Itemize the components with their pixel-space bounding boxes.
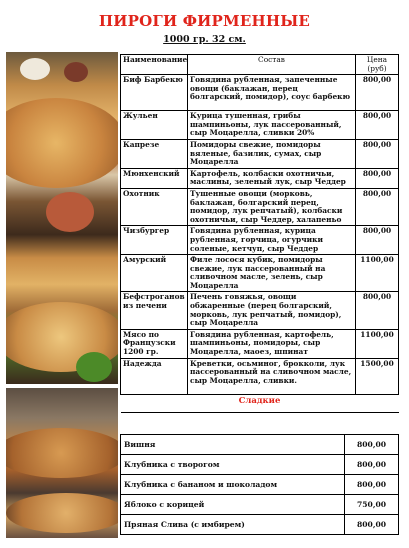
sweet-pies-table [120,390,399,535]
table-row [121,255,399,292]
pie-composition: Картофель, колбаски охотничьи, маслины, зеленый лук, сыр Чеддер [188,168,356,188]
spacer-cell [121,413,399,435]
table-row [121,139,399,168]
page-subtitle: 1000 гр. 32 см. [163,34,246,45]
pie-photo-bottom [6,388,118,538]
pie-name: Жульен [121,111,188,140]
pie-name: Биф Барбекю [121,75,188,111]
table-row [121,111,399,140]
table-row [121,358,399,394]
table-row [121,75,399,111]
table-row [121,188,399,225]
sweet-pie-price: 800,00 [345,515,399,535]
pie-name: Амурский [121,255,188,292]
sweet-pie-price: 800,00 [345,435,399,455]
pie-composition: Креветки, осьминог, брокколи, лук пассерованный на сливочном масле, сыр Моцарелла, сливки. [188,358,356,394]
pie-price: 1500,00 [356,358,399,394]
pie-composition: Филе лосося кубик, помидоры свежие, лук пассерованный на сливочном масле, зелень, сыр Моцарелла [188,255,356,292]
pie-price: 800,00 [356,292,399,329]
sweet-pie-name: Вишня [121,435,345,455]
table-row [121,413,399,435]
column-header-name: Наименование [121,55,188,75]
pie-price: 1100,00 [356,329,399,358]
pie-photo-top [6,52,118,384]
pie-name: Чизбургер [121,226,188,255]
table-row [121,515,399,535]
sweet-pie-price: 750,00 [345,495,399,515]
pie-name: Надежда [121,358,188,394]
pie-price: 800,00 [356,111,399,140]
sweet-pie-name: Яблоко с корицей [121,495,345,515]
pie-composition: Помидоры свежие, помидоры вяленые, базилик, сумах, сыр Моцарелла [188,139,356,168]
sweet-pie-price: 800,00 [345,475,399,495]
sweet-pie-name: Пряная Слива (с имбирем) [121,515,345,535]
pie-price: 1100,00 [356,255,399,292]
table-row [121,292,399,329]
sweet-pie-name: Клубника с бананом и шоколадом [121,475,345,495]
pie-price: 800,00 [356,75,399,111]
pie-name: Мясо по Французски 1200 гр. [121,329,188,358]
sweet-pie-price: 800,00 [345,455,399,475]
table-row [121,455,399,475]
sweet-pie-name: Клубника с творогом [121,455,345,475]
table-row [121,226,399,255]
column-header-price: Цена (руб) [356,55,399,75]
table-row [121,475,399,495]
pie-name: Охотник [121,188,188,225]
pie-name: Мюнхенский [121,168,188,188]
pie-composition: Тушенные овощи (морковь, баклажан, болгарский перец, помидор, лук репчатый), колбаски охотничьи, сыр Чеддер, халапеньо [188,188,356,225]
page-title: ПИРОГИ ФИРМЕННЫЕ [98,12,311,30]
pie-price: 800,00 [356,139,399,168]
pie-name: Бефстроганов из печени [121,292,188,329]
pie-price: 800,00 [356,226,399,255]
pie-composition: Говядина рубленная, курица рубленная, горчица, огурчики соленые, кетчуп, сыр Чеддер [188,226,356,255]
pie-composition: Говядина рубленная, запеченные овощи (баклажан, перец болгарский, помидор), соус барбекю [188,75,356,111]
pie-composition: Печень говяжья, овощи обжаренные (перец болгарский, морковь, лук репчатый, помидор), сыр Моцарелла [188,292,356,329]
pie-price: 800,00 [356,168,399,188]
table-row [121,435,399,455]
table-row [121,168,399,188]
pies-table [120,54,399,395]
pie-name: Капрезе [121,139,188,168]
pie-price: 800,00 [356,188,399,225]
sweets-section-title: Сладкие [121,390,399,413]
table-row [121,495,399,515]
section-header-row [121,390,399,413]
column-header-composition: Состав [188,55,356,75]
table-header-row [121,55,399,75]
pie-composition: Говядина рубленная, картофель, шампиньоны, помидоры, сыр Моцарелла, маоез, шпинат [188,329,356,358]
table-row [121,329,399,358]
pie-composition: Курица тушенная, грибы шампиньоны, лук пассерованный, сыр Моцарелла, сливки 20% [188,111,356,140]
